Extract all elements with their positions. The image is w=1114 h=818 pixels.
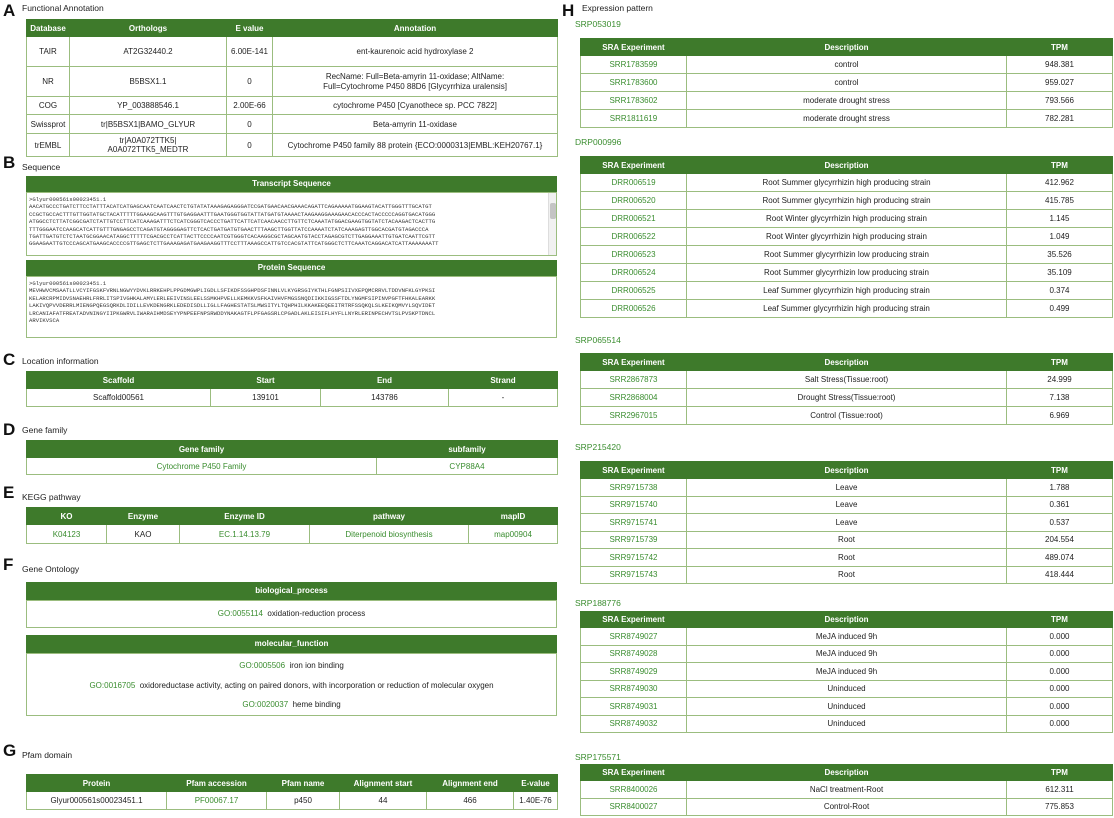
sra-link[interactable]: SRR2967015 bbox=[581, 407, 687, 425]
sra-link[interactable]: SRR1783600 bbox=[581, 74, 687, 92]
cell-description: Drought Stress(Tissue:root) bbox=[687, 389, 1007, 407]
protein-sequence-box[interactable] bbox=[26, 276, 557, 338]
table-row bbox=[581, 698, 1113, 716]
cell-description: MeJA induced 9h bbox=[687, 645, 1007, 663]
cell-strand: - bbox=[449, 389, 558, 407]
table-row bbox=[581, 663, 1113, 681]
subfamily-link[interactable]: CYP88A4 bbox=[377, 458, 558, 475]
column-header: Pfam name bbox=[267, 775, 340, 792]
cell-description: Leave bbox=[687, 496, 1007, 514]
cell-enzyme: KAO bbox=[107, 525, 180, 544]
cell-start: 139101 bbox=[211, 389, 321, 407]
section-title-pfam: Pfam domain bbox=[22, 750, 73, 760]
table-row bbox=[581, 798, 1113, 816]
expression-table bbox=[580, 38, 1113, 128]
mf-header: molecular_function bbox=[26, 635, 557, 653]
cell-description: Control (Tissue:root) bbox=[687, 407, 1007, 425]
table-row bbox=[27, 97, 558, 115]
table-row bbox=[581, 210, 1113, 228]
cell-evalue: 1.40E-76 bbox=[514, 792, 558, 810]
table-row bbox=[581, 496, 1113, 514]
column-header: Alignment end bbox=[427, 775, 514, 792]
cell-database: TAIR bbox=[27, 37, 70, 67]
cell-database: COG bbox=[27, 97, 70, 115]
sra-link[interactable]: SRR1811619 bbox=[581, 110, 687, 128]
cell-description: Uninduced bbox=[687, 680, 1007, 698]
table-row bbox=[581, 300, 1113, 318]
cell-pfam-name: p450 bbox=[267, 792, 340, 810]
kegg-table bbox=[26, 507, 558, 544]
section-title-sequence: Sequence bbox=[22, 162, 61, 172]
column-header: Enzyme bbox=[107, 508, 180, 525]
panel-letter-f: F bbox=[3, 555, 14, 574]
cell-description: Leave bbox=[687, 514, 1007, 532]
table-header-row bbox=[27, 20, 558, 37]
project-id[interactable]: DRP000996 bbox=[575, 137, 622, 147]
panel-letter-a: A bbox=[3, 1, 16, 20]
transcript-sequence-header: Transcript Sequence bbox=[26, 176, 557, 192]
pfam-table bbox=[26, 774, 558, 810]
column-header: Orthologs bbox=[70, 20, 227, 37]
panel-letter-e: E bbox=[3, 483, 15, 502]
column-header: E value bbox=[227, 20, 273, 37]
sra-link[interactable]: SRR9715739 bbox=[581, 531, 687, 549]
table-row bbox=[27, 134, 558, 157]
expression-table bbox=[580, 156, 1113, 318]
cell-description: Leaf Summer glycyrrhizin high producing strain bbox=[687, 282, 1007, 300]
cell-ortholog: B5BSX1.1 bbox=[70, 67, 227, 97]
panel-letter-g: G bbox=[3, 741, 17, 760]
cell-description: Root bbox=[687, 566, 1007, 584]
cell-evalue: 0 bbox=[227, 67, 273, 97]
cell-description: Root Summer glycyrrhizin high producing strain bbox=[687, 192, 1007, 210]
table-row bbox=[581, 282, 1113, 300]
panel-letter-c: C bbox=[3, 350, 16, 369]
column-header: Pfam accession bbox=[167, 775, 267, 792]
cell-tpm: 0.537 bbox=[1007, 514, 1113, 532]
transcript-sequence-box[interactable] bbox=[26, 192, 557, 256]
sra-link[interactable]: SRR1783599 bbox=[581, 56, 687, 74]
cell-tpm: 1.145 bbox=[1007, 210, 1113, 228]
sra-link[interactable]: SRR9715743 bbox=[581, 566, 687, 584]
go-term-desc: heme binding bbox=[292, 700, 341, 709]
column-header: TPM bbox=[1007, 39, 1113, 56]
section-title-gene-family: Gene family bbox=[22, 425, 68, 435]
sra-link[interactable]: SRR2868004 bbox=[581, 389, 687, 407]
pfam-accession-link[interactable]: PF00067.17 bbox=[167, 792, 267, 810]
table-row bbox=[581, 174, 1113, 192]
column-header: SRA Experiment bbox=[581, 354, 687, 371]
column-header: SRA Experiment bbox=[581, 39, 687, 56]
cell-description: Root bbox=[687, 531, 1007, 549]
table-row bbox=[581, 74, 1113, 92]
expression-table bbox=[580, 461, 1113, 584]
sra-link[interactable]: SRR9715741 bbox=[581, 514, 687, 532]
column-header: TPM bbox=[1007, 354, 1113, 371]
table-row bbox=[581, 371, 1113, 389]
cell-tpm: 0.000 bbox=[1007, 628, 1113, 646]
cell-evalue: 2.00E-66 bbox=[227, 97, 273, 115]
table-row bbox=[581, 56, 1113, 74]
cell-tpm: 0.499 bbox=[1007, 300, 1113, 318]
table-row bbox=[581, 246, 1113, 264]
go-term-row bbox=[27, 700, 556, 709]
cell-annotation: ent-kaurenoic acid hydroxylase 2 bbox=[273, 37, 558, 67]
cell-evalue: 6.00E-141 bbox=[227, 37, 273, 67]
cell-description: MeJA induced 9h bbox=[687, 663, 1007, 681]
sra-link[interactable]: SRR8400026 bbox=[581, 781, 687, 799]
column-header: subfamily bbox=[377, 441, 558, 458]
project-id[interactable]: SRP215420 bbox=[575, 442, 621, 452]
cell-database: trEMBL bbox=[27, 134, 70, 157]
table-row bbox=[27, 389, 558, 407]
go-term-row bbox=[27, 609, 556, 618]
cell-tpm: 0.000 bbox=[1007, 663, 1113, 681]
table-row bbox=[581, 549, 1113, 567]
sra-link[interactable]: SRR8749027 bbox=[581, 628, 687, 646]
sra-link[interactable]: SRR8749032 bbox=[581, 715, 687, 733]
project-id[interactable]: SRP175571 bbox=[575, 752, 621, 762]
table-row bbox=[27, 458, 558, 475]
column-header: TPM bbox=[1007, 765, 1113, 781]
cell-tpm: 7.138 bbox=[1007, 389, 1113, 407]
table-row bbox=[581, 566, 1113, 584]
column-header: TPM bbox=[1007, 462, 1113, 479]
column-header: Scaffold bbox=[27, 372, 211, 389]
cell-annotation: RecName: Full=Beta-amyrin 11-oxidase; AltName: Full=Cytochrome P450 88D6 [Glycyrrhiza uralensis] bbox=[273, 67, 558, 97]
cell-tpm: 204.554 bbox=[1007, 531, 1113, 549]
column-header: Description bbox=[687, 39, 1007, 56]
go-term-desc: iron ion binding bbox=[289, 661, 344, 670]
column-header: SRA Experiment bbox=[581, 612, 687, 628]
table-row bbox=[581, 228, 1113, 246]
transcript-sequence-text: >Glyur000561s00023451.1 AACATGCCCTGATCTTCCTATTTACATCATGAGCAATCAATCAACTCTGTATATAAAGAGAGGGATCCGATGAACAACGAAACAGATTCAGAAAAATGGAAGTACATTGGGTTTGCATGT CCGCTGCCACTTTGTTGGTATGCTACATTTTTGGAAGCAAGTTTGTGAGGAATTTGAATGGGTGGTATTATGATGTAAAACTAAGAAGGAAAGAACACCCACTACCCCCAGGTGACATGGG ATGGCCTCTTATCGGCGATCTATTGTCCTTCATCAAAGATTTCTCATCGGGTCACCCTGATTCATTCATCAACAACCTTGTTCTCAAATATGGACGAAGTGGTATCTACAAGACTCACTTG TTTGGGAATCCAAGCATCATTGTTTGNGAGCCTCAGATGTAGGGGAGTTCTCACTGATGATGTGAACTTTAAGCTTGGTTATCCAAAATCTATCAAAGAGTTGGCACGATGTAGACCCA TGATTGATGTCTCTAATGCGGAACATAGGCTTTTTCGACGCCTCATTACTTCCCCAATCGTGGGTCACAAGGCGCTAGCAATGTACCTAGAGCGTCTTGAGGAAATTGTGATCAATTCGTT GGAAGAATTGTCCCAGCATGAAGCACCCCGTTGAGCTCTTGAAAGAGATGAAGAAGGTTTCCTTTAAAGCCATTGTCCACGTATTCATGGGCTCTTCAAATCAGGACATCATTAAAAAAATT bbox=[29, 196, 439, 248]
cell-annotation: Cytochrome P450 family 88 protein {ECO:0000313|EMBL:KEH20767.1} bbox=[273, 134, 558, 157]
column-header: Enzyme ID bbox=[180, 508, 310, 525]
section-title-expression: Expression pattern bbox=[582, 3, 653, 13]
pathway-link[interactable]: Diterpenoid biosynthesis bbox=[310, 525, 469, 544]
cell-description: Root Winter glycyrrhizin high producing strain bbox=[687, 210, 1007, 228]
sra-link[interactable]: SRR2867873 bbox=[581, 371, 687, 389]
cell-ortholog: tr|A0A072TTK5| A0A072TTK5_MEDTR bbox=[70, 134, 227, 157]
sra-link[interactable]: SRR8749028 bbox=[581, 645, 687, 663]
column-header: pathway bbox=[310, 508, 469, 525]
table-row bbox=[581, 264, 1113, 282]
cell-tpm: 489.074 bbox=[1007, 549, 1113, 567]
column-header: Annotation bbox=[273, 20, 558, 37]
sra-link[interactable]: DRR006526 bbox=[581, 300, 687, 318]
cell-description: Root Summer glycyrrhizin low producing strain bbox=[687, 246, 1007, 264]
table-row bbox=[581, 407, 1113, 425]
go-id-link[interactable]: GO:0016705 bbox=[89, 681, 136, 690]
project-id[interactable]: SRP065514 bbox=[575, 335, 621, 345]
column-header: KO bbox=[27, 508, 107, 525]
column-header: SRA Experiment bbox=[581, 462, 687, 479]
table-row bbox=[581, 628, 1113, 646]
cell-tpm: 0.374 bbox=[1007, 282, 1113, 300]
sra-link[interactable]: DRR006520 bbox=[581, 192, 687, 210]
section-title-functional: Functional Annotation bbox=[22, 3, 104, 13]
cell-alignment-start: 44 bbox=[340, 792, 427, 810]
sra-link[interactable]: SRR9715740 bbox=[581, 496, 687, 514]
mf-box bbox=[26, 653, 557, 716]
table-row bbox=[581, 479, 1113, 497]
cell-tpm: 24.999 bbox=[1007, 371, 1113, 389]
cell-annotation: cytochrome P450 [Cyanothece sp. PCC 7822] bbox=[273, 97, 558, 115]
go-id-link[interactable]: GO:0020037 bbox=[242, 700, 289, 709]
cell-tpm: 35.526 bbox=[1007, 246, 1113, 264]
cell-description: moderate drought stress bbox=[687, 110, 1007, 128]
sra-link[interactable]: DRR006522 bbox=[581, 228, 687, 246]
sra-link[interactable]: DRR006521 bbox=[581, 210, 687, 228]
panel-letter-h: H bbox=[562, 1, 575, 20]
sra-link[interactable]: DRR006524 bbox=[581, 264, 687, 282]
column-header: mapID bbox=[469, 508, 558, 525]
sra-link[interactable]: SRR8749029 bbox=[581, 663, 687, 681]
project-id[interactable]: SRP188776 bbox=[575, 598, 621, 608]
go-id-link[interactable]: GO:0055114 bbox=[217, 609, 263, 618]
cell-description: Root Summer glycyrrhizin low producing strain bbox=[687, 264, 1007, 282]
protein-sequence-header: Protein Sequence bbox=[26, 260, 557, 276]
cell-description: control bbox=[687, 56, 1007, 74]
go-term-desc: oxidoreductase activity, acting on paired donors, with incorporation or reduction of molecular oxygen bbox=[139, 681, 494, 690]
cell-tpm: 959.027 bbox=[1007, 74, 1113, 92]
cell-evalue: 0 bbox=[227, 115, 273, 134]
cell-tpm: 1.788 bbox=[1007, 479, 1113, 497]
column-header: Description bbox=[687, 462, 1007, 479]
cell-description: Leaf Summer glycyrrhizin high producing strain bbox=[687, 300, 1007, 318]
section-title-gene-ontology: Gene Ontology bbox=[22, 564, 80, 574]
table-row bbox=[581, 531, 1113, 549]
cell-description: Uninduced bbox=[687, 698, 1007, 716]
column-header: Description bbox=[687, 354, 1007, 371]
go-term-row bbox=[27, 681, 556, 690]
sra-link[interactable]: DRR006523 bbox=[581, 246, 687, 264]
sra-link[interactable]: DRR006525 bbox=[581, 282, 687, 300]
enzyme-id-link[interactable]: EC.1.14.13.79 bbox=[180, 525, 310, 544]
cell-annotation: Beta-amyrin 11-oxidase bbox=[273, 115, 558, 134]
cell-description: NaCl treatment-Root bbox=[687, 781, 1007, 799]
table-row bbox=[27, 525, 558, 544]
cell-description: Salt Stress(Tissue:root) bbox=[687, 371, 1007, 389]
cell-tpm: 782.281 bbox=[1007, 110, 1113, 128]
cell-tpm: 0.000 bbox=[1007, 645, 1113, 663]
cell-evalue: 0 bbox=[227, 134, 273, 157]
column-header: Strand bbox=[449, 372, 558, 389]
table-row bbox=[27, 792, 558, 810]
column-header: E-value bbox=[514, 775, 558, 792]
column-header: Gene family bbox=[27, 441, 377, 458]
cell-description: control bbox=[687, 74, 1007, 92]
cell-tpm: 6.969 bbox=[1007, 407, 1113, 425]
table-row bbox=[581, 92, 1113, 110]
cell-tpm: 612.311 bbox=[1007, 781, 1113, 799]
section-title-kegg: KEGG pathway bbox=[22, 492, 81, 502]
gene-family-table bbox=[26, 440, 558, 475]
scrollbar-thumb[interactable] bbox=[550, 203, 556, 219]
expression-table bbox=[580, 764, 1113, 816]
table-row bbox=[581, 110, 1113, 128]
table-row bbox=[27, 67, 558, 97]
cell-description: Control-Root bbox=[687, 798, 1007, 816]
cell-tpm: 0.000 bbox=[1007, 698, 1113, 716]
column-header: Database bbox=[27, 20, 70, 37]
location-table bbox=[26, 371, 558, 407]
table-row bbox=[27, 37, 558, 67]
column-header: TPM bbox=[1007, 157, 1113, 174]
cell-database: Swissprot bbox=[27, 115, 70, 134]
column-header: SRA Experiment bbox=[581, 765, 687, 781]
sra-link[interactable]: SRR8400027 bbox=[581, 798, 687, 816]
expression-table bbox=[580, 353, 1113, 425]
go-term-desc: oxidation-reduction process bbox=[267, 609, 366, 618]
cell-tpm: 1.049 bbox=[1007, 228, 1113, 246]
table-row bbox=[581, 715, 1113, 733]
cell-description: Leave bbox=[687, 479, 1007, 497]
column-header: Start bbox=[211, 372, 321, 389]
go-id-link[interactable]: GO:0005506 bbox=[239, 661, 286, 670]
cell-ortholog: tr|B5BSX1|BAMO_GLYUR bbox=[70, 115, 227, 134]
cell-alignment-end: 466 bbox=[427, 792, 514, 810]
expression-table bbox=[580, 611, 1113, 733]
cell-ortholog: AT2G32440.2 bbox=[70, 37, 227, 67]
cell-tpm: 35.109 bbox=[1007, 264, 1113, 282]
cell-description: Root Summer glycyrrhizin high producing strain bbox=[687, 174, 1007, 192]
sra-link[interactable]: SRR8749031 bbox=[581, 698, 687, 716]
sra-link[interactable]: SRR9715738 bbox=[581, 479, 687, 497]
cell-tpm: 0.361 bbox=[1007, 496, 1113, 514]
column-header: TPM bbox=[1007, 612, 1113, 628]
cell-description: moderate drought stress bbox=[687, 92, 1007, 110]
cell-ortholog: YP_003888546.1 bbox=[70, 97, 227, 115]
cell-database: NR bbox=[27, 67, 70, 97]
cell-end: 143786 bbox=[321, 389, 449, 407]
ko-link[interactable]: K04123 bbox=[27, 525, 107, 544]
table-row bbox=[581, 781, 1113, 799]
cell-tpm: 415.785 bbox=[1007, 192, 1113, 210]
transcript-scrollbar[interactable] bbox=[548, 193, 556, 255]
cell-tpm: 0.000 bbox=[1007, 680, 1113, 698]
sra-link[interactable]: SRR8749030 bbox=[581, 680, 687, 698]
cell-description: Root Winter glycyrrhizin high producing strain bbox=[687, 228, 1007, 246]
protein-sequence-text: >Glyur000561s00023451.1 MEVHWVCMSAATLLVCYIFGSKFVRNLNGWYYDVKLRRKEHPLPPGDMGWPLIGDLLSFIKDFSSGHPDSFINNLVLKYGRSGIYKTHLFGNPSIIVXEPQMCRRVLTDDVNFKLGYPKSI KELARCRPMIDVSNAEHRLFRRLITSPIVGHKALAMYLERLEEIVINSLEELSSMKHPVELLKEMKKVSFKAIVHVFMGSSNQDIIKKIGSSFTDLYNGMFSIPINVPGFTFHKALEARKK LAKIVQPVVDERRLMIENGPQEGSQRKDLIDILLEVKDENGRKLEDEDISDLLIGLLFAGHESTATSLMWSITYLTQHPHILKKAKEEQEEITRTRFSSQKQLSLKEIKQMVYLSQVIDET LRCANIAFATFREATADVNINGYIIPKGWRVLIWARAIHMDSEYYPNPEEFNPSRWDDYNAKAGTFLPFGAGSRLCPGADLAKLEISIFLHYFLLNYRLERINPECHVTSLPVSKPTDNCL ARVIKVSCA bbox=[29, 280, 436, 325]
cell-scaffold: Scaffold00561 bbox=[27, 389, 211, 407]
sra-link[interactable]: SRR1783602 bbox=[581, 92, 687, 110]
cell-description: Uninduced bbox=[687, 715, 1007, 733]
table-row bbox=[581, 389, 1113, 407]
project-id[interactable]: SRP053019 bbox=[575, 19, 621, 29]
cell-tpm: 793.566 bbox=[1007, 92, 1113, 110]
functional-annotation-table bbox=[26, 19, 558, 157]
column-header: Description bbox=[687, 612, 1007, 628]
table-row bbox=[581, 680, 1113, 698]
gene-family-link[interactable]: Cytochrome P450 Family bbox=[27, 458, 377, 475]
cell-tpm: 418.444 bbox=[1007, 566, 1113, 584]
bp-header: biological_process bbox=[26, 582, 557, 600]
section-title-location: Location information bbox=[22, 356, 99, 366]
cell-tpm: 948.381 bbox=[1007, 56, 1113, 74]
column-header: Alignment start bbox=[340, 775, 427, 792]
sra-link[interactable]: SRR9715742 bbox=[581, 549, 687, 567]
bp-box bbox=[26, 600, 557, 628]
map-id-link[interactable]: map00904 bbox=[469, 525, 558, 544]
cell-tpm: 0.000 bbox=[1007, 715, 1113, 733]
table-row bbox=[581, 192, 1113, 210]
table-row bbox=[27, 115, 558, 134]
cell-tpm: 775.853 bbox=[1007, 798, 1113, 816]
panel-letter-b: B bbox=[3, 153, 16, 172]
column-header: Description bbox=[687, 765, 1007, 781]
column-header: Protein bbox=[27, 775, 167, 792]
panel-letter-d: D bbox=[3, 420, 16, 439]
column-header: Description bbox=[687, 157, 1007, 174]
table-row bbox=[581, 645, 1113, 663]
cell-description: Root bbox=[687, 549, 1007, 567]
column-header: SRA Experiment bbox=[581, 157, 687, 174]
table-row bbox=[581, 514, 1113, 532]
cell-protein: Glyur000561s00023451.1 bbox=[27, 792, 167, 810]
column-header: End bbox=[321, 372, 449, 389]
cell-tpm: 412.962 bbox=[1007, 174, 1113, 192]
sra-link[interactable]: DRR006519 bbox=[581, 174, 687, 192]
go-term-row bbox=[27, 661, 556, 670]
cell-description: MeJA induced 9h bbox=[687, 628, 1007, 646]
